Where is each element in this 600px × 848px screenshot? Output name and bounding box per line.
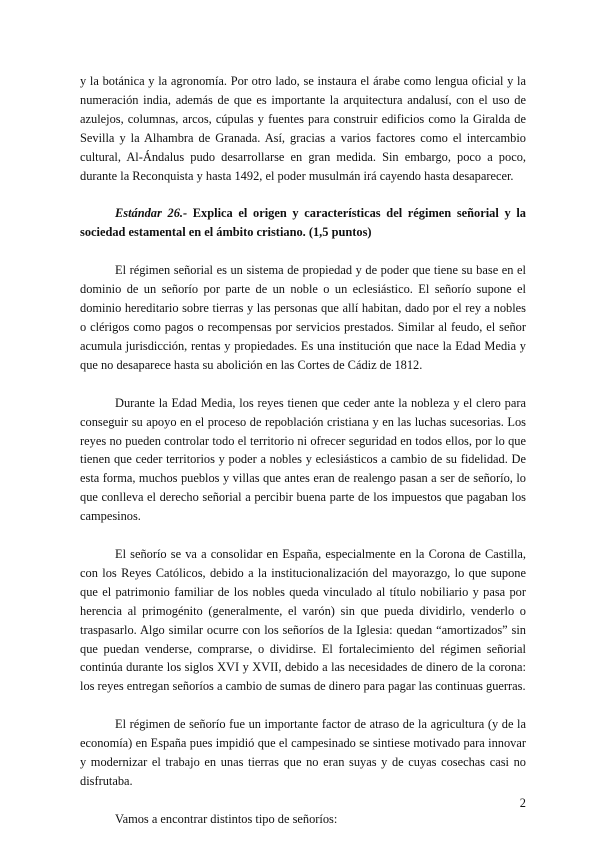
page-body bbox=[80, 72, 526, 829]
section-heading bbox=[80, 204, 526, 242]
section-heading-text: Explica el origen y características del régimen señorial y la sociedad estamental en el ámbito cristiano. (1,5 puntos) bbox=[80, 206, 526, 240]
body-paragraph-3: El señorío se va a consolidar en España, especialmente en la Corona de Castilla, con los Reyes Católicos, debido a la institucionalización del mayorazgo, lo que supone que el patrimonio familiar de los nobles queda vinculado al título nobiliario y pasa por herencia al primogénito (generalmente, el varón) sin que pueda dividirlo, venderlo o traspasarlo. Algo similar ocurre con los señoríos de la Iglesia: quedan “amortizados” sin que puedan venderse, comprarse, o dividirse. El fortalecimiento del régimen señorial continúa durante los siglos XVI y XVII, debido a las necesidades de dinero de la corona: los reyes entregan señoríos a cambio de sumas de dinero para pagar las continuas guerras. bbox=[80, 547, 526, 694]
body-paragraph-2: Durante la Edad Media, los reyes tienen que ceder ante la nobleza y el clero para conseguir su apoyo en el proceso de repoblación cristiana y en las luchas sucesorias. Los reyes no pueden controlar todo el territorio ni ofrecer seguridad en todos ellos, por lo que tienen que ceder territorios y poder a nobles y eclesiásticos a cambio de su fidelidad. De esta forma, muchos pueblos y villas que antes eran de realengo pasan a ser de señorío, lo que conlleva el derecho señorial a percibir buena parte de los impuestos que pagaban los campesinos. bbox=[80, 395, 526, 524]
section-heading-label: Estándar 26.- bbox=[115, 206, 188, 221]
body-paragraph-5: Vamos a encontrar distintos tipo de señoríos: bbox=[115, 811, 338, 826]
continuation-paragraph: y la botánica y la agronomía. Por otro lado, se instaura el árabe como lengua oficial y la numeración india, además de que es importante la arquitectura andalusí, con el uso de azulejos, columnas, arcos, cúpulas y fuentes para construir edificios como la Giralda de Sevilla y la Alhambra de Granada. Así, gracias a varios factores como el intercambio cultural, Al-Ándalus pudo desarrollarse en gran medida. Sin embargo, poco a poco, durante la Reconquista y hasta 1492, el poder musulmán irá cayendo hasta desaparecer. bbox=[80, 74, 526, 183]
body-paragraph-1: El régimen señorial es un sistema de propiedad y de poder que tiene su base en el dominio de un señorío por parte de un noble o un eclesiástico. El señorío supone el dominio hereditario sobre tierras y las personas que allí habitan, dado por el rey a nobles o clérigos como pagos o recompensas por servicios prestados. Similar al feudo, el señor acumula jurisdicción, rentas y propiedades. Es una institución que nace la Edad Media y que no desaparece hasta su abolición en las Cortes de Cádiz de 1812. bbox=[80, 263, 526, 372]
page-number: 2 bbox=[519, 796, 526, 810]
body-paragraph-4: El régimen de señorío fue un importante factor de atraso de la agricultura (y de la economía) en España pues impidió que el campesinado se sintiese motivado para innovar y modernizar el trabajo en unas tierras que no eran suyas y de cuyas cosechas casi no disfrutaba. bbox=[80, 717, 526, 788]
